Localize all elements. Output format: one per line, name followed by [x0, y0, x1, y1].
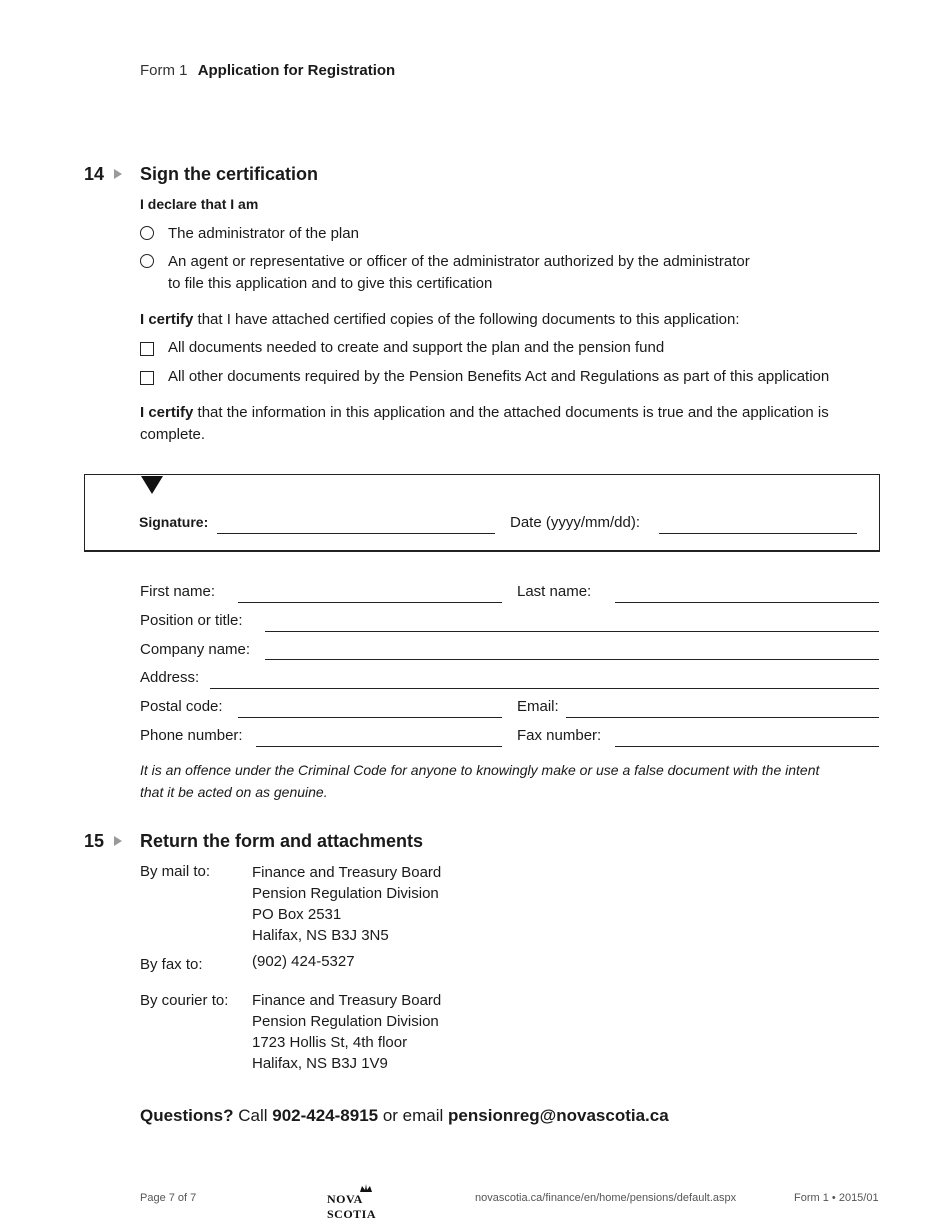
mail-address-line: Halifax, NS B3J 3N5	[252, 927, 389, 944]
courier-address-line: 1723 Hollis St, 4th floor	[252, 1034, 408, 1051]
courier-address-line: Halifax, NS B3J 1V9	[252, 1055, 388, 1072]
company-field[interactable]	[265, 659, 879, 660]
footer-form-number: Form 1	[794, 1192, 829, 1204]
signature-box	[84, 474, 880, 552]
mail-label: By mail to:	[140, 863, 211, 880]
courier-label: By courier to:	[140, 992, 229, 1009]
checkbox-plan-documents-label: All documents needed to create and support the plan and the pension fund	[168, 339, 665, 356]
date-field[interactable]	[659, 533, 857, 534]
postal-code-label: Postal code:	[140, 698, 223, 715]
phone-field[interactable]	[256, 746, 502, 747]
first-name-field[interactable]	[238, 602, 502, 603]
checkbox-other-documents[interactable]	[140, 371, 154, 385]
questions-or: or email	[378, 1106, 449, 1125]
address-label: Address:	[140, 669, 200, 686]
signature-field[interactable]	[217, 533, 495, 534]
radio-agent-label-line2: to file this application and to give this certification	[168, 275, 493, 292]
radio-agent[interactable]	[140, 254, 154, 268]
footer-form-ref	[794, 1192, 879, 1204]
questions-phone[interactable]: 902-424-8915	[272, 1106, 379, 1125]
email-field[interactable]	[566, 717, 879, 718]
nova-scotia-logo	[326, 1183, 406, 1221]
questions-heading: Questions?	[140, 1106, 234, 1125]
certify-bold-2: I certify	[140, 404, 194, 421]
page-header	[140, 62, 395, 79]
declare-heading: I declare that I am	[140, 196, 259, 212]
footer-url[interactable]: novascotia.ca/finance/en/home/pensions/default.aspx	[475, 1192, 737, 1204]
mail-address-line: Pension Regulation Division	[252, 885, 439, 902]
form-number: Form 1	[140, 62, 188, 79]
signature-label: Signature:	[139, 514, 209, 530]
mail-address-line: PO Box 2531	[252, 906, 342, 923]
section-15-number: 15	[84, 831, 105, 851]
radio-administrator[interactable]	[140, 226, 154, 240]
fax-to-number: (902) 424-5327	[252, 953, 355, 970]
company-label: Company name:	[140, 641, 251, 658]
certify-information-text	[140, 404, 829, 421]
certify-documents-text	[140, 311, 740, 328]
certify-bold: I certify	[140, 311, 194, 328]
section-14-number: 14	[84, 164, 105, 184]
email-label: Email:	[517, 698, 559, 715]
position-field[interactable]	[265, 631, 879, 632]
form-title: Application for Registration	[197, 62, 396, 79]
fax-field[interactable]	[615, 746, 879, 747]
certify-information-line1: that the information in this application and the attached documents is true and the application is	[193, 404, 829, 421]
section-14-title: Sign the certification	[140, 164, 319, 184]
sign-here-triangle-icon	[141, 476, 163, 494]
radio-agent-label-line1: An agent or representative or officer of the administrator authorized by the administrator	[168, 253, 750, 270]
checkbox-plan-documents[interactable]	[140, 342, 154, 356]
radio-administrator-label: The administrator of the plan	[168, 225, 359, 242]
fax-to-label: By fax to:	[140, 956, 203, 973]
address-field[interactable]	[210, 688, 879, 689]
section-arrow-icon	[114, 169, 122, 179]
checkbox-other-documents-label: All other documents required by the Pension Benefits Act and Regulations as part of this application	[168, 368, 830, 385]
questions-call: Call	[233, 1106, 273, 1125]
phone-label: Phone number:	[140, 727, 243, 744]
position-label: Position or title:	[140, 612, 243, 629]
offence-notice-line2: that it be acted on as genuine.	[140, 784, 328, 800]
logo-text: NOVA SCOTIA	[327, 1192, 377, 1221]
courier-address-line: Finance and Treasury Board	[252, 992, 442, 1009]
courier-address-line: Pension Regulation Division	[252, 1013, 439, 1030]
date-label: Date (yyyy/mm/dd):	[510, 514, 641, 531]
footer-bullet: •	[831, 1192, 836, 1204]
certify-documents-body: that I have attached certified copies of the following documents to this application:	[193, 311, 740, 328]
last-name-label: Last name:	[517, 583, 592, 600]
postal-code-field[interactable]	[238, 717, 502, 718]
questions-line	[140, 1106, 669, 1126]
fax-label: Fax number:	[517, 727, 602, 744]
certify-information-line2: complete.	[140, 426, 206, 443]
mail-address-line: Finance and Treasury Board	[252, 864, 442, 881]
page-number: Page 7 of 7	[140, 1192, 197, 1204]
last-name-field[interactable]	[615, 602, 879, 603]
questions-email-link[interactable]: pensionreg@novascotia.ca	[448, 1106, 669, 1125]
section-15-title: Return the form and attachments	[140, 831, 424, 851]
mail-address	[252, 862, 441, 946]
courier-address	[252, 990, 441, 1074]
first-name-label: First name:	[140, 583, 216, 600]
section-arrow-icon	[114, 836, 122, 846]
offence-notice-line1: It is an offence under the Criminal Code for anyone to knowingly make or use a false document with the intent	[140, 762, 820, 778]
footer-version: 2015/01	[838, 1192, 879, 1204]
